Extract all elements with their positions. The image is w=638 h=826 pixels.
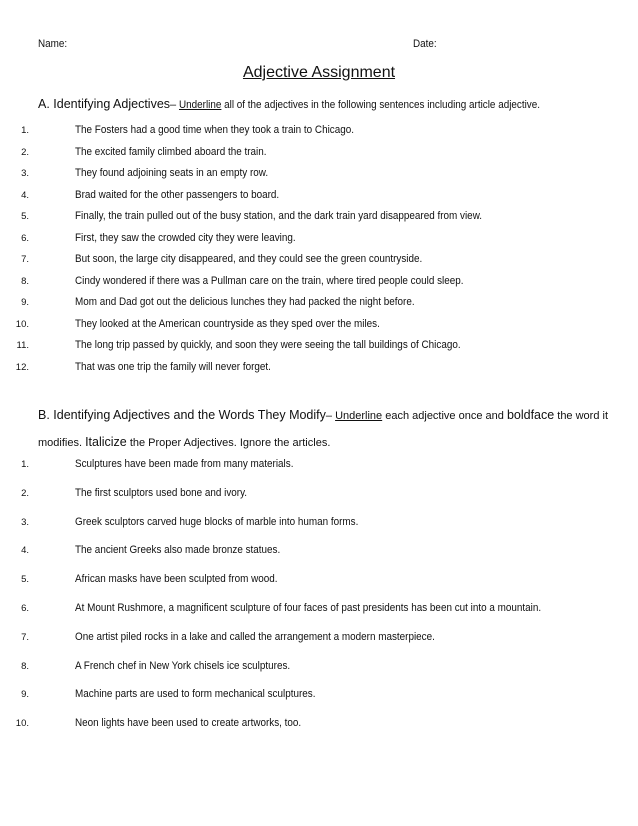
list-item <box>0 361 600 377</box>
name-label: Name: <box>38 38 68 50</box>
list-item <box>0 232 600 248</box>
item-number: 1. <box>21 459 29 470</box>
list-item <box>0 275 600 291</box>
list-item <box>0 602 600 618</box>
section-b-dash: – <box>325 410 336 422</box>
section-a-dash: – <box>170 99 180 111</box>
item-number: 8. <box>21 660 29 672</box>
item-sentence: African masks have been sculpted from wood. <box>75 573 278 586</box>
list-item <box>0 544 600 560</box>
section-a-heading: A. Identifying Adjectives <box>38 97 171 111</box>
list-item <box>0 516 600 532</box>
item-sentence: Machine parts are used to form mechanical sculptures. <box>75 688 316 701</box>
list-item <box>0 458 600 474</box>
item-number: 3. <box>21 168 29 179</box>
item-number: 9. <box>21 297 29 308</box>
item-sentence: The excited family climbed aboard the train. <box>75 145 267 158</box>
section-a-instruction: all of the adjectives in the following sentences including article adjective. <box>221 99 541 111</box>
item-sentence: That was one trip the family will never forget. <box>75 360 271 373</box>
list-item <box>0 210 600 226</box>
item-number: 4. <box>21 545 29 557</box>
item-number: 10. <box>15 318 29 330</box>
section-b-instruction-1: each adjective once and <box>382 410 507 422</box>
list-item <box>0 296 600 312</box>
item-number: 9. <box>21 689 29 701</box>
item-sentence: Sculptures have been made from many materials. <box>75 458 294 470</box>
item-number: 5. <box>21 211 29 222</box>
item-sentence: The first sculptors used bone and ivory. <box>75 486 248 499</box>
item-sentence: One artist piled rocks in a lake and called the arrangement a modern masterpiece. <box>75 630 435 643</box>
item-sentence: Greek sculptors carved huge blocks of marble into human forms. <box>75 515 359 528</box>
item-sentence: They found adjoining seats in an empty row. <box>75 167 269 179</box>
item-sentence: The long trip passed by quickly, and soon they were seeing the tall buildings of Chicago. <box>75 339 461 351</box>
list-item <box>0 688 600 704</box>
item-sentence: The ancient Greeks also made bronze statues. <box>75 544 281 557</box>
item-sentence: Cindy wondered if there was a Pullman care on the train, where tired people could sleep. <box>75 274 464 287</box>
section-b-heading: B. Identifying Adjectives and the Words They Modify <box>38 408 326 422</box>
section-b-italicize-word: Italicize <box>85 435 127 449</box>
list-item <box>0 487 600 503</box>
item-number: 5. <box>21 574 29 586</box>
item-number: 2. <box>21 487 29 499</box>
item-sentence: Brad waited for the other passengers to board. <box>75 188 280 201</box>
list-item <box>0 146 600 162</box>
item-sentence: Neon lights have been used to create artworks, too. <box>75 717 302 730</box>
list-item <box>0 318 600 334</box>
item-number: 1. <box>21 125 29 136</box>
section-b-underline-word: Underline <box>335 410 383 422</box>
section-b-instruction-2: the word it modifies. <box>38 410 609 449</box>
list-item <box>0 253 600 269</box>
item-sentence: First, they saw the crowded city they were leaving. <box>75 231 296 244</box>
item-number: 6. <box>21 603 29 614</box>
item-number: 2. <box>21 146 29 158</box>
list-item <box>0 124 600 140</box>
list-item <box>0 717 600 733</box>
item-sentence: The Fosters had a good time when they took a train to Chicago. <box>75 124 355 136</box>
item-sentence: But soon, the large city disappeared, and they could see the green countryside. <box>75 253 423 265</box>
item-sentence: A French chef in New York chisels ice sculptures. <box>75 659 291 672</box>
item-number: 10. <box>15 718 29 730</box>
section-b-instruction-3: the Proper Adjectives. Ignore the articles. <box>126 437 331 449</box>
item-sentence: Mom and Dad got out the delicious lunches they had packed the night before. <box>75 296 415 308</box>
item-number: 11. <box>16 340 29 351</box>
list-item <box>0 339 600 355</box>
date-label: Date: <box>413 38 437 50</box>
item-number: 8. <box>21 275 29 287</box>
section-a-underline-word: Underline <box>179 99 222 111</box>
item-number: 4. <box>21 189 29 201</box>
item-sentence: Finally, the train pulled out of the busy station, and the dark train yard disappeared from view. <box>75 210 483 222</box>
list-item <box>0 189 600 205</box>
section-b-boldface-word: boldface <box>506 408 555 422</box>
item-number: 12. <box>15 361 29 373</box>
item-sentence: At Mount Rushmore, a magnificent sculpture of four faces of past presidents has been cut into a mountain. <box>75 602 542 614</box>
item-number: 7. <box>21 254 29 265</box>
page-title: Adjective Assignment <box>242 64 396 81</box>
item-sentence: They looked at the American countryside as they sped over the miles. <box>75 317 380 330</box>
list-item <box>0 631 600 647</box>
list-item <box>0 167 600 183</box>
item-number: 6. <box>21 232 29 244</box>
item-number: 7. <box>21 631 29 643</box>
section-a-instructions <box>38 96 608 113</box>
list-item <box>0 660 600 676</box>
list-item <box>0 573 600 589</box>
section-b-instructions <box>38 402 608 456</box>
item-number: 3. <box>21 516 29 528</box>
